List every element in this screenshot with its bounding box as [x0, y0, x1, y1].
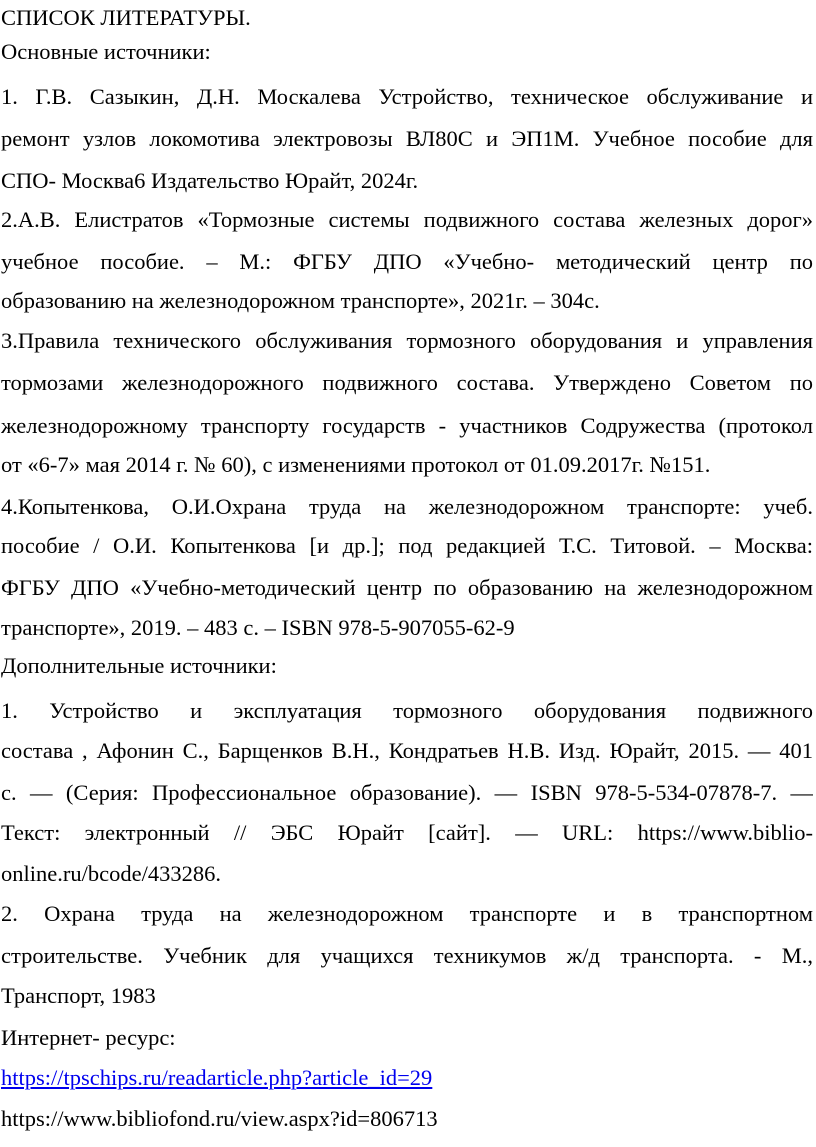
main-source-3-line-4: от «6-7» мая 2014 г. № 60), с изменениями протокол от 01.09.2017г. №151.: [1, 452, 711, 477]
additional-sources-label: Дополнительные источники:: [1, 653, 277, 678]
main-source-4-line-1: 4.Копытенкова, О.И.Охрана труда на железнодорожном транспорте: учеб.: [1, 494, 813, 519]
additional-source-1-line-3: с. — (Серия: Профессиональное образование). — ISBN 978-5-534-07878-7. —: [1, 780, 813, 805]
main-source-1-line-1: 1. Г.В. Сазыкин, Д.Н. Москалева Устройство, техническое обслуживание и: [1, 84, 813, 109]
additional-source-2-line-3: Транспорт, 1983: [1, 983, 156, 1008]
internet-link-bibliofond: https://www.bibliofond.ru/view.aspx?id=806713: [1, 1106, 438, 1131]
main-sources-label: Основные источники:: [1, 39, 211, 64]
main-source-3-line-1: 3.Правила технического обслуживания тормозного оборудования и управления: [1, 328, 813, 353]
internet-link-tpschips[interactable]: https://tpschips.ru/readarticle.php?article_id=29: [1, 1065, 433, 1090]
internet-resources-label: Интернет- ресурс:: [1, 1025, 176, 1050]
page-heading: СПИСОК ЛИТЕРАТУРЫ.: [1, 5, 251, 30]
main-source-2-line-3: образованию на железнодорожном транспорте», 2021г. – 304с.: [1, 288, 600, 313]
additional-source-1-line-1: 1. Устройство и эксплуатация тормозного оборудования подвижного: [1, 698, 813, 723]
main-source-2-line-2: учебное пособие. – М.: ФГБУ ДПО «Учебно- методический центр по: [1, 249, 813, 274]
main-source-2-line-1: 2.А.В. Елистратов «Тормозные системы подвижного состава железных дорог»: [1, 207, 813, 232]
internet-link-tpschips-row: [1, 1061, 813, 1095]
main-source-1-line-2: ремонт узлов локомотива электровозы ВЛ80С и ЭП1М. Учебное пособие для: [1, 126, 813, 151]
additional-source-1-line-5: online.ru/bcode/433286.: [1, 861, 221, 886]
main-source-3-line-2: тормозами железнодорожного подвижного состава. Утверждено Советом по: [1, 370, 813, 395]
additional-source-1-line-4: Текст: электронный // ЭБС Юрайт [сайт]. — URL: https://www.biblio-: [1, 820, 813, 845]
additional-source-2-line-1: 2. Охрана труда на железнодорожном транспорте и в транспортном: [1, 901, 813, 926]
additional-source-2-line-2: строительстве. Учебник для учащихся техникумов ж/д транспорта. - М.,: [1, 943, 813, 968]
main-source-4-line-2: пособие / О.И. Копытенкова [и др.]; под редакцией Т.С. Титовой. – Москва:: [1, 533, 813, 558]
main-source-3-line-3: железнодорожному транспорту государств - участников Содружества (протокол: [1, 413, 813, 438]
main-source-4-line-4: транспорте», 2019. – 483 с. – ISBN 978-5-907055-62-9: [1, 615, 515, 640]
main-source-1-line-3: СПО- Москва6 Издательство Юрайт, 2024г.: [1, 168, 419, 193]
additional-source-1-line-2: состава , Афонин С., Барщенков В.Н., Кондратьев Н.В. Изд. Юрайт, 2015. — 401: [1, 738, 813, 763]
main-source-4-line-3: ФГБУ ДПО «Учебно-методический центр по образованию на железнодорожном: [1, 575, 813, 600]
